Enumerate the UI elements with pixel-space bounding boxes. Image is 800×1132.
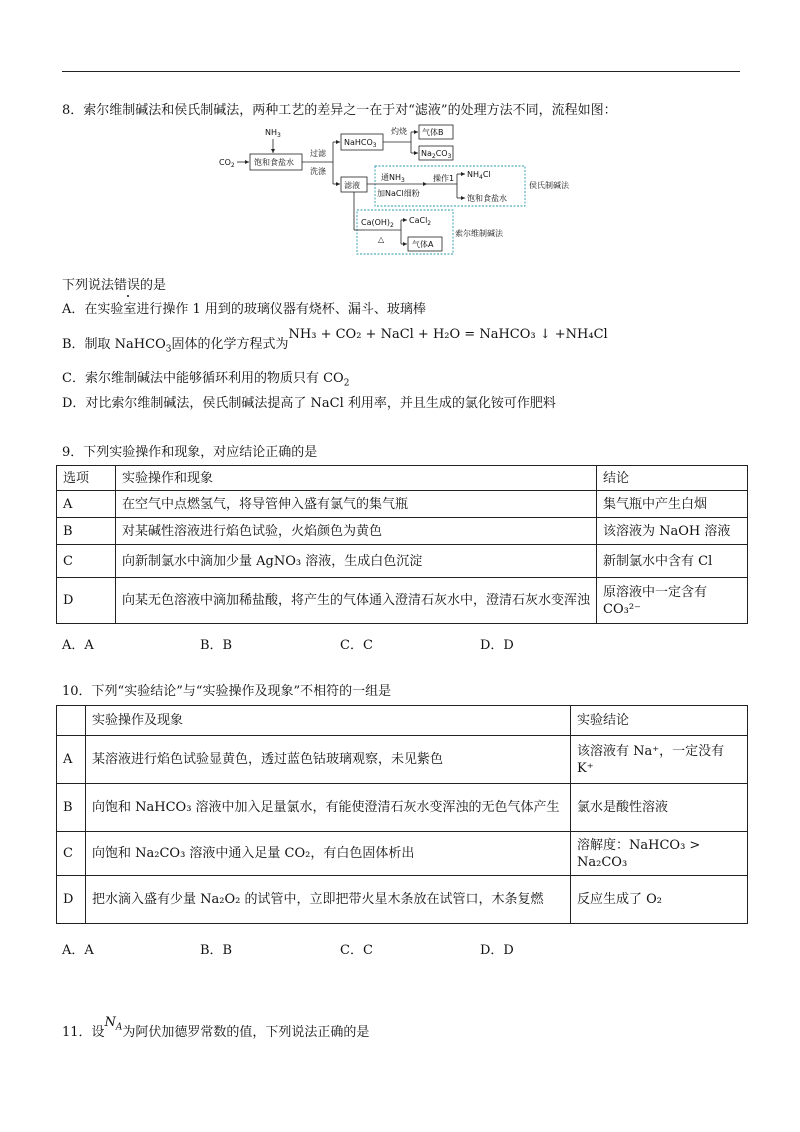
table-row [57,466,748,491]
q9-header-operation: 实验操作和现象 [116,466,597,491]
delta-label: △ [378,235,385,244]
calcine-label: 灼烧 [391,127,407,136]
table-row: B 对某碱性溶液进行焰色试验，火焰颜色为黄色 该溶液为 NaOH 溶液 [57,518,748,545]
caoh2-label: $Ca(OH)_2$ [361,218,394,229]
solvay-dashed-box [357,210,453,254]
q11-na-symbol: $N_A$ [104,1015,123,1033]
q9-header-conclusion: 结论 [597,466,748,491]
pass-nh3-label: 通$NH_3$ [381,173,405,184]
q8-option-b: B．制取 NaHCO$_3$固体的化学方程式为NH₃ + CO₂ + NaCl + H₂O = NaHCO₃ ↓ +NH₄Cl [62,327,608,355]
q9-choice-a: A．A [62,638,94,653]
q10-choice-d: D．D [480,943,514,958]
q10-choice-b: B．B [200,943,233,958]
q10-choice-a: A．A [62,943,94,958]
table-row: D 把水滴入盛有少量 Na₂O₂ 的试管中，立即把带火星木条放在试管口，木条复燃 反应生成了 O₂ [57,876,748,924]
q10-choice-c: C．C [340,943,373,958]
table-row: C 向新制氯水中滴加少量 AgNO₃ 溶液，生成白色沉淀 新制氯水中含有 Cl [57,545,748,578]
q10-header-conclusion: 实验结论 [571,706,748,736]
table-row: C 向饱和 Na₂CO₃ 溶液中通入足量 CO₂，有白色固体析出 溶解度：NaHCO₃ > Na₂CO₃ [57,832,748,876]
q8-option-c: C．索尔维制碱法中能够循环利用的物质只有 $CO_2$ [62,371,350,389]
q8-flow-diagram [215,124,569,256]
top-rule [62,71,740,72]
nh3-label: $NH_3$ [265,128,281,139]
q10-stem: 10．下列“实验结论”与“实验操作及现象”不相符的一组是 [62,684,392,699]
q11-stem: 11．设$N_A$为阿伏加德罗常数的值，下列说法正确的是 [62,1015,370,1040]
co2-label: $CO_2$ [219,158,235,169]
filtrate-label: 滤液 [344,181,360,190]
q9-choice-d: D．D [480,638,514,653]
q8-option-d: D．对比索尔维制碱法，侯氏制碱法提高了 NaCl 利用率，并且生成的氯化铵可作肥料 [62,396,556,411]
q8-ask-key: 错误 [114,278,141,293]
na2co3-label: $Na_2CO_3$ [421,149,452,160]
nahco3-label: NaHCO$_3$ [344,138,377,149]
q9-table [56,465,748,624]
q8-ask: 下列说法错误的是 [62,278,167,293]
q9-stem: 9．下列实验操作和现象，对应结论正确的是 [62,445,318,460]
hou-label: 侯氏制碱法 [529,181,569,190]
solvay-label: 索尔维制碱法 [455,229,503,238]
op1-label: 操作1 [433,174,455,183]
table-row [57,706,748,736]
q8-stem: 8．索尔维制碱法和侯氏制碱法，两种工艺的差异之一在于对“滤液”的处理方法不同，流程如图： [62,103,617,118]
q9-choice-b: B．B [200,638,233,653]
q8-option-a: A．在实验室进行操作 1 用到的玻璃仪器有烧杯、漏斗、玻璃棒 [62,302,426,317]
table-row: A 在空气中点燃氢气，将导管伸入盛有氯气的集气瓶 集气瓶中产生白烟 [57,491,748,518]
filter-label-2: 洗涤 [310,167,326,176]
table-row: A 某溶液进行焰色试验显黄色，透过蓝色钴玻璃观察，未见紫色 该溶液有 Na⁺，一定没有 K⁺ [57,736,748,784]
brine2-label: 饱和食盐水 [467,194,507,203]
q8-equation: NH₃ + CO₂ + NaCl + H₂O = NaHCO₃ ↓ +NH₄Cl [288,327,608,342]
table-row: B 向饱和 NaHCO₃ 溶液中加入足量氯水，有能使澄清石灰水变浑浊的无色气体产生 氯水是酸性溶液 [57,784,748,832]
q9-choice-c: C．C [340,638,373,653]
table-row: D 向某无色溶液中滴加稀盐酸，将产生的气体通入澄清石灰水中，澄清石灰水变浑浊 原溶液中一定含有 CO₃²⁻ [57,578,748,624]
add-nacl-label: 加NaCl细粉 [377,189,420,198]
q9-header-option: 选项 [57,466,116,491]
cacl2-label: CaCl$_2$ [409,216,432,227]
brine-label: 饱和食盐水 [254,158,294,167]
gas-b-label: 气体B [422,128,444,137]
q10-header-operation: 实验操作及现象 [86,706,571,736]
q10-table [56,705,748,924]
gas-a-label: 气体A [412,240,434,249]
q10-header-option [57,706,86,736]
filter-label-1: 过滤 [310,149,326,158]
nh4cl-label: $NH_4Cl$ [467,170,491,181]
